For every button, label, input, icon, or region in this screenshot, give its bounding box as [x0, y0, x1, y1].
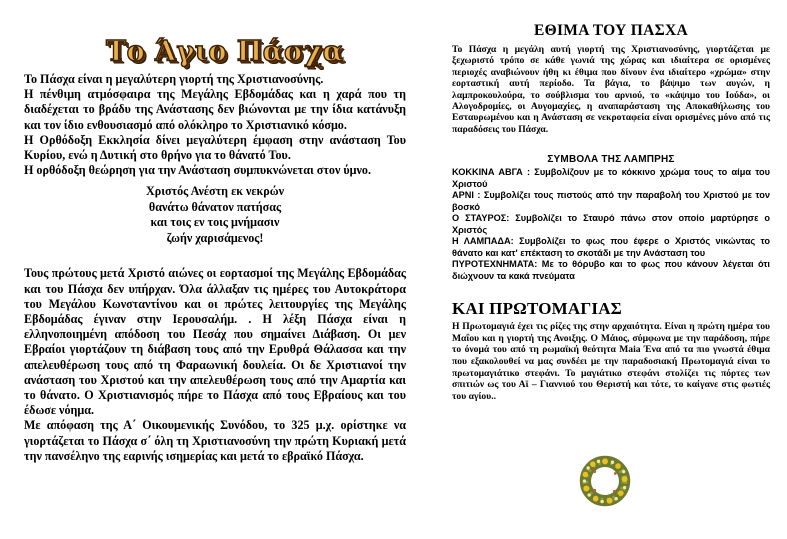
intro-line-1: Το Πάσχα είναι η μεγαλύτερη γιορτή της Χριστιανοσύνης. [24, 72, 324, 86]
symbol-text: : Συμβολίζει το φως που έφερε ο Χριστός νικώντας το θάνατο και κατ' επέκταση το σκοτάδι με την Ανάσταση του [452, 236, 770, 258]
symbol-text: : Συμβολίζει το Σταυρό πάνω στον οποίο μαρτύρησε ο Χριστός [452, 213, 770, 235]
customs-heading: ΕΘΙΜΑ ΤΟΥ ΠΑΣΧΑ [533, 22, 689, 39]
symbol-text: : Συμβολίζει τους πιστούς από την παραβολή του Χριστού με τον βοσκό [452, 190, 770, 212]
left-column [24, 36, 406, 464]
intro-paragraph-2: Η πένθιμη ατμόσφαιρα της Μεγάλης Εβδομάδας και η χαρά που τη διαδέχεται το βράδυ της Ανάστασης δεν βιώνονται με την ίδια κατάνυξη και τον ίδιο ενθουσιασμό από ολόκληρο το Χριστιανικό κόσμο. [24, 87, 406, 132]
mayday-heading: ΚΑΙ ΠΡΩΤΟΜΑΓΙΑΣ [452, 299, 622, 319]
customs-paragraph: Το Πάσχα η μεγάλη αυτή γιορτή της Χριστιανοσύνης, γιορτάζεται με ξεχωριστό τρόπο σε κάθε γωνιά της χώρας και ιδιαίτερα σε ορισμένες περιοχές αναβιώνουν ήθη κι έθιμα που δίνουν ένα ιδιαίτερο «χρώμα» στην εορταστική αυτή περίοδο. Τα βάγια, το βάψιμο των αυγών, η λαμπροκουλούρα, το σούβλισμα του αρνιού, το «κάψιμο του Ιούδα», οι Αλογοδρομίες, οι Αυγομαχίες, η αναπαράσταση της Αποκαθήλωσης του Εσταυρωμένου και η Ανάσταση σε νεκροταφεία είναι ορισμένες μόνο από τις παραδόσεις του Πάσχα. [452, 44, 770, 135]
symbol-item [452, 190, 770, 213]
title-banner [44, 36, 406, 70]
symbol-item [452, 167, 770, 190]
symbol-item [452, 213, 770, 236]
hymn-line: και τοις εν τοις μνήμασιν [150, 215, 280, 230]
symbol-item [452, 236, 770, 259]
intro-paragraph-4: Η ορθόδοξη θεώρηση για την Ανάσταση συμπυκνώνεται στον ύμνο. [24, 163, 371, 178]
symbol-term: ΚΟΚΚΙΝΑ ΑΒΓΑ [452, 167, 523, 178]
symbols-heading: ΣΥΜΒΟΛΑ ΤΗΣ ΛΑΜΠΡΗΣ [547, 154, 675, 166]
hymn-line: Χριστός Ανέστη εκ νεκρών [146, 184, 284, 199]
symbol-item [452, 259, 770, 282]
hymn-line: θανάτω θάνατον πατήσας [148, 199, 282, 214]
symbol-term: ΠΥΡΟΤΕΧΝΗΜΑΤΑ [452, 259, 535, 270]
hymn-line: ζωήν χαρισάμενος! [166, 230, 264, 245]
symbol-text: : Συμβολίζουν με το κόκκινο χρώμα τους το αίμα του Χριστού [452, 167, 771, 189]
symbol-text: : Με το θόρυβο και το φως που κάνουν λέγεται ότι διώχνουν τα κακά πνεύματα [452, 259, 770, 281]
mayday-paragraph: Η Πρωτομαγιά έχει τις ρίζες της στην αρχαιότητα. Είναι η πρώτη ημέρα του Μαΐου και η γιορτή της Ανοιξης. Ο Μάιος, σύμφωνα με την παράδοση, πήρε το όνομά του από τη ρωμαϊκή θεότητα Maia Ένα από τα πιο γνωστά έθιμα που εξακολουθεί να μας συνδέει με την παραδοσιακή Πρωτομαγιά είναι το πρωτομαγιάτικο στεφάνι. Το μαγιάτικο στεφάνι στολίζει τις πόρτες των σπιτιών ως του Αϊ – Γιαννιού του Θεριστή και τότε, το καίγανε στις φωτιές του αγίου.. [452, 321, 770, 402]
hymn [24, 184, 406, 246]
intro-paragraph-3: Η Ορθόδοξη Εκκλησία δίνει μεγαλύτερη έμφαση στην ανάσταση Του Κυρίου, ενώ η Δυτική στο θρήνο για το θάνατό Του. [24, 132, 406, 163]
symbol-term: Η ΛΑΜΠΑΔΑ [452, 236, 511, 247]
flower-wreath-icon [577, 453, 633, 509]
symbol-term: ΑΡΝΙ [452, 190, 474, 201]
synod-paragraph: Με απόφαση της Α΄ Οικουμενικής Συνόδου, το 325 μ.χ. ορίστηκε να γιορτάζεται το Πάσχα σ΄ όλη τη Χριστιανοσύνη την πρώτη Κυριακή μετά την πανσέληνο της εαρινής ισημερίας και μετά το εβραϊκό Πάσχα. [24, 418, 406, 463]
history-paragraph: Τους πρώτους μετά Χριστό αιώνες οι εορτασμοί της Μεγάλης Εβδομάδας και του Πάσχα δεν υπήρχαν. Όλα άλλαξαν τις ημέρες του Αυτοκράτορα του Μεγάλου Κωνσταντίνου και οι πρώτες λειτουργίες της Μεγάλης Εβδομάδας έγιναν στην Ιερουσαλήμ. . Η λέξη Πάσχα είναι η ελληνοποιημένη απόδοση του Πεσάχ που σημαίνει Διάβαση. Οι μεν Εβραίοι γιορτάζουν τη διάβαση τους από την Ερυθρά Θάλασσα και την απελευθέρωση τους από τη Φαραωνική δουλεία. Οι δε Χριστιανοί την ανάσταση του Χριστού και την απελευθέρωση τους από την Αμαρτία και το θάνατο. Ο Χριστιανισμός πήρε το Πάσχα από τους Εβραίους και του έδωσε νόημα. [24, 266, 406, 418]
right-column [452, 20, 770, 402]
page-title: Το Άγιο Πάσχα [106, 35, 344, 68]
symbol-term: Ο ΣΤΑΥΡΟΣ [452, 213, 507, 224]
